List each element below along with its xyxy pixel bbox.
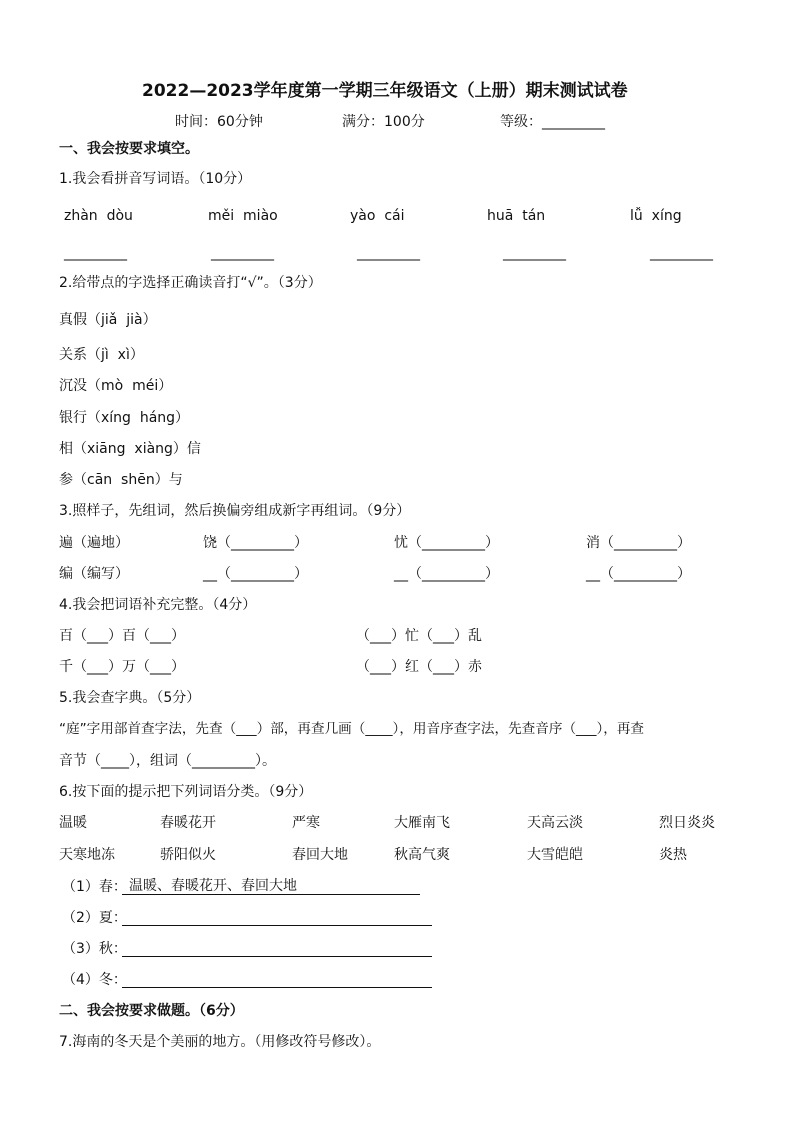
page-title: 2022—2023学年度第一学期三年级语文（上册）期末测试试卷 <box>142 81 628 101</box>
full-score: 满分：100分 <box>342 114 425 130</box>
q6-answer-prefix: （2）夏： <box>62 910 127 926</box>
q1-pinyin: měi miào <box>208 208 278 224</box>
q6-answer-line[interactable] <box>122 894 420 895</box>
q2-item[interactable]: 沉没（mò méi） <box>59 378 173 394</box>
q3-example: 遍（遍地） <box>59 535 129 551</box>
q6-word: 大雁南飞 <box>394 815 450 831</box>
q5-text-line: “庭”字用部首查字法，先查（___）部，再查几画（____），用音序查字法，先查音序（___），再查 <box>59 721 645 737</box>
q6-answer-prefix: （1）春： <box>62 879 127 895</box>
section-2-heading: 二、我会按要求做题。（6分） <box>59 1003 244 1019</box>
q1-blank[interactable]: _________ <box>211 245 274 261</box>
q1-blank[interactable]: _________ <box>64 245 127 261</box>
q1-label: 1.我会看拼音写词语。（10分） <box>59 171 252 187</box>
q6-label: 6.按下面的提示把下列词语分类。（9分） <box>59 784 313 800</box>
grade-field: 等级：_________ <box>500 114 605 130</box>
q3-blank[interactable]: __（_________） <box>586 566 691 582</box>
q4-item[interactable]: 千（___）万（___） <box>59 659 185 675</box>
q2-item[interactable]: 银行（xíng háng） <box>59 410 190 426</box>
q2-item[interactable]: 相（xiāng xiàng）信 <box>59 441 201 457</box>
q4-item[interactable]: 百（___）百（___） <box>59 628 185 644</box>
q3-blank[interactable]: __（_________） <box>203 566 308 582</box>
q2-item[interactable]: 关系（jì xì） <box>59 347 144 363</box>
time-limit: 时间：60分钟 <box>175 114 263 130</box>
q6-answer-line[interactable] <box>122 925 432 926</box>
q6-answer-line[interactable] <box>122 956 432 957</box>
q1-pinyin: zhàn dòu <box>64 208 133 224</box>
q3-blank[interactable]: 忧（_________） <box>394 535 499 551</box>
q6-answer-text[interactable]: 温暖、春暖花开、春回大地 <box>129 878 297 894</box>
q1-pinyin: lǚ xíng <box>630 208 682 224</box>
q6-answer-prefix: （3）秋： <box>62 941 127 957</box>
q3-example: 编（编写） <box>59 566 129 582</box>
q1-blank[interactable]: _________ <box>503 245 566 261</box>
q2-item[interactable]: 参（cān shēn）与 <box>59 472 183 488</box>
q6-word: 烈日炎炎 <box>659 815 715 831</box>
q4-label: 4.我会把词语补充完整。（4分） <box>59 597 257 613</box>
q1-pinyin: yào cái <box>350 208 405 224</box>
q6-word: 秋高气爽 <box>394 847 450 863</box>
q6-word: 大雪皑皑 <box>527 847 583 863</box>
q5-text-line: 音节（____），组词（_________）。 <box>59 753 276 769</box>
q1-blank[interactable]: _________ <box>357 245 420 261</box>
q6-word: 春回大地 <box>292 847 348 863</box>
q6-answer-line[interactable] <box>122 987 432 988</box>
q3-label: 3.照样子，先组词，然后换偏旁组成新字再组词。（9分） <box>59 503 411 519</box>
q6-word: 天高云淡 <box>527 815 583 831</box>
q6-word: 春暖花开 <box>160 815 216 831</box>
q3-blank[interactable]: 饶（_________） <box>203 535 308 551</box>
q6-word: 严寒 <box>292 815 320 831</box>
section-1-heading: 一、我会按要求填空。 <box>59 141 199 157</box>
q3-blank[interactable]: __（_________） <box>394 566 499 582</box>
q7-label: 7.海南的冬天是个美丽的地方。（用修改符号修改）。 <box>59 1034 381 1050</box>
q1-blank[interactable]: _________ <box>650 245 713 261</box>
q6-word: 骄阳似火 <box>160 847 216 863</box>
q2-item[interactable]: 真假（jiǎ jià） <box>59 312 157 328</box>
q5-label: 5.我会查字典。（5分） <box>59 690 201 706</box>
q6-answer-prefix: （4）冬： <box>62 972 127 988</box>
q6-word: 天寒地冻 <box>59 847 115 863</box>
q1-pinyin: huā tán <box>487 208 546 224</box>
q3-blank[interactable]: 消（_________） <box>586 535 691 551</box>
q6-word: 温暖 <box>59 815 87 831</box>
q6-word: 炎热 <box>659 847 687 863</box>
q4-item[interactable]: （___）忙（___）乱 <box>356 628 482 644</box>
q4-item[interactable]: （___）红（___）赤 <box>356 659 482 675</box>
q2-label: 2.给带点的字选择正确读音打“√”。（3分） <box>59 275 322 291</box>
